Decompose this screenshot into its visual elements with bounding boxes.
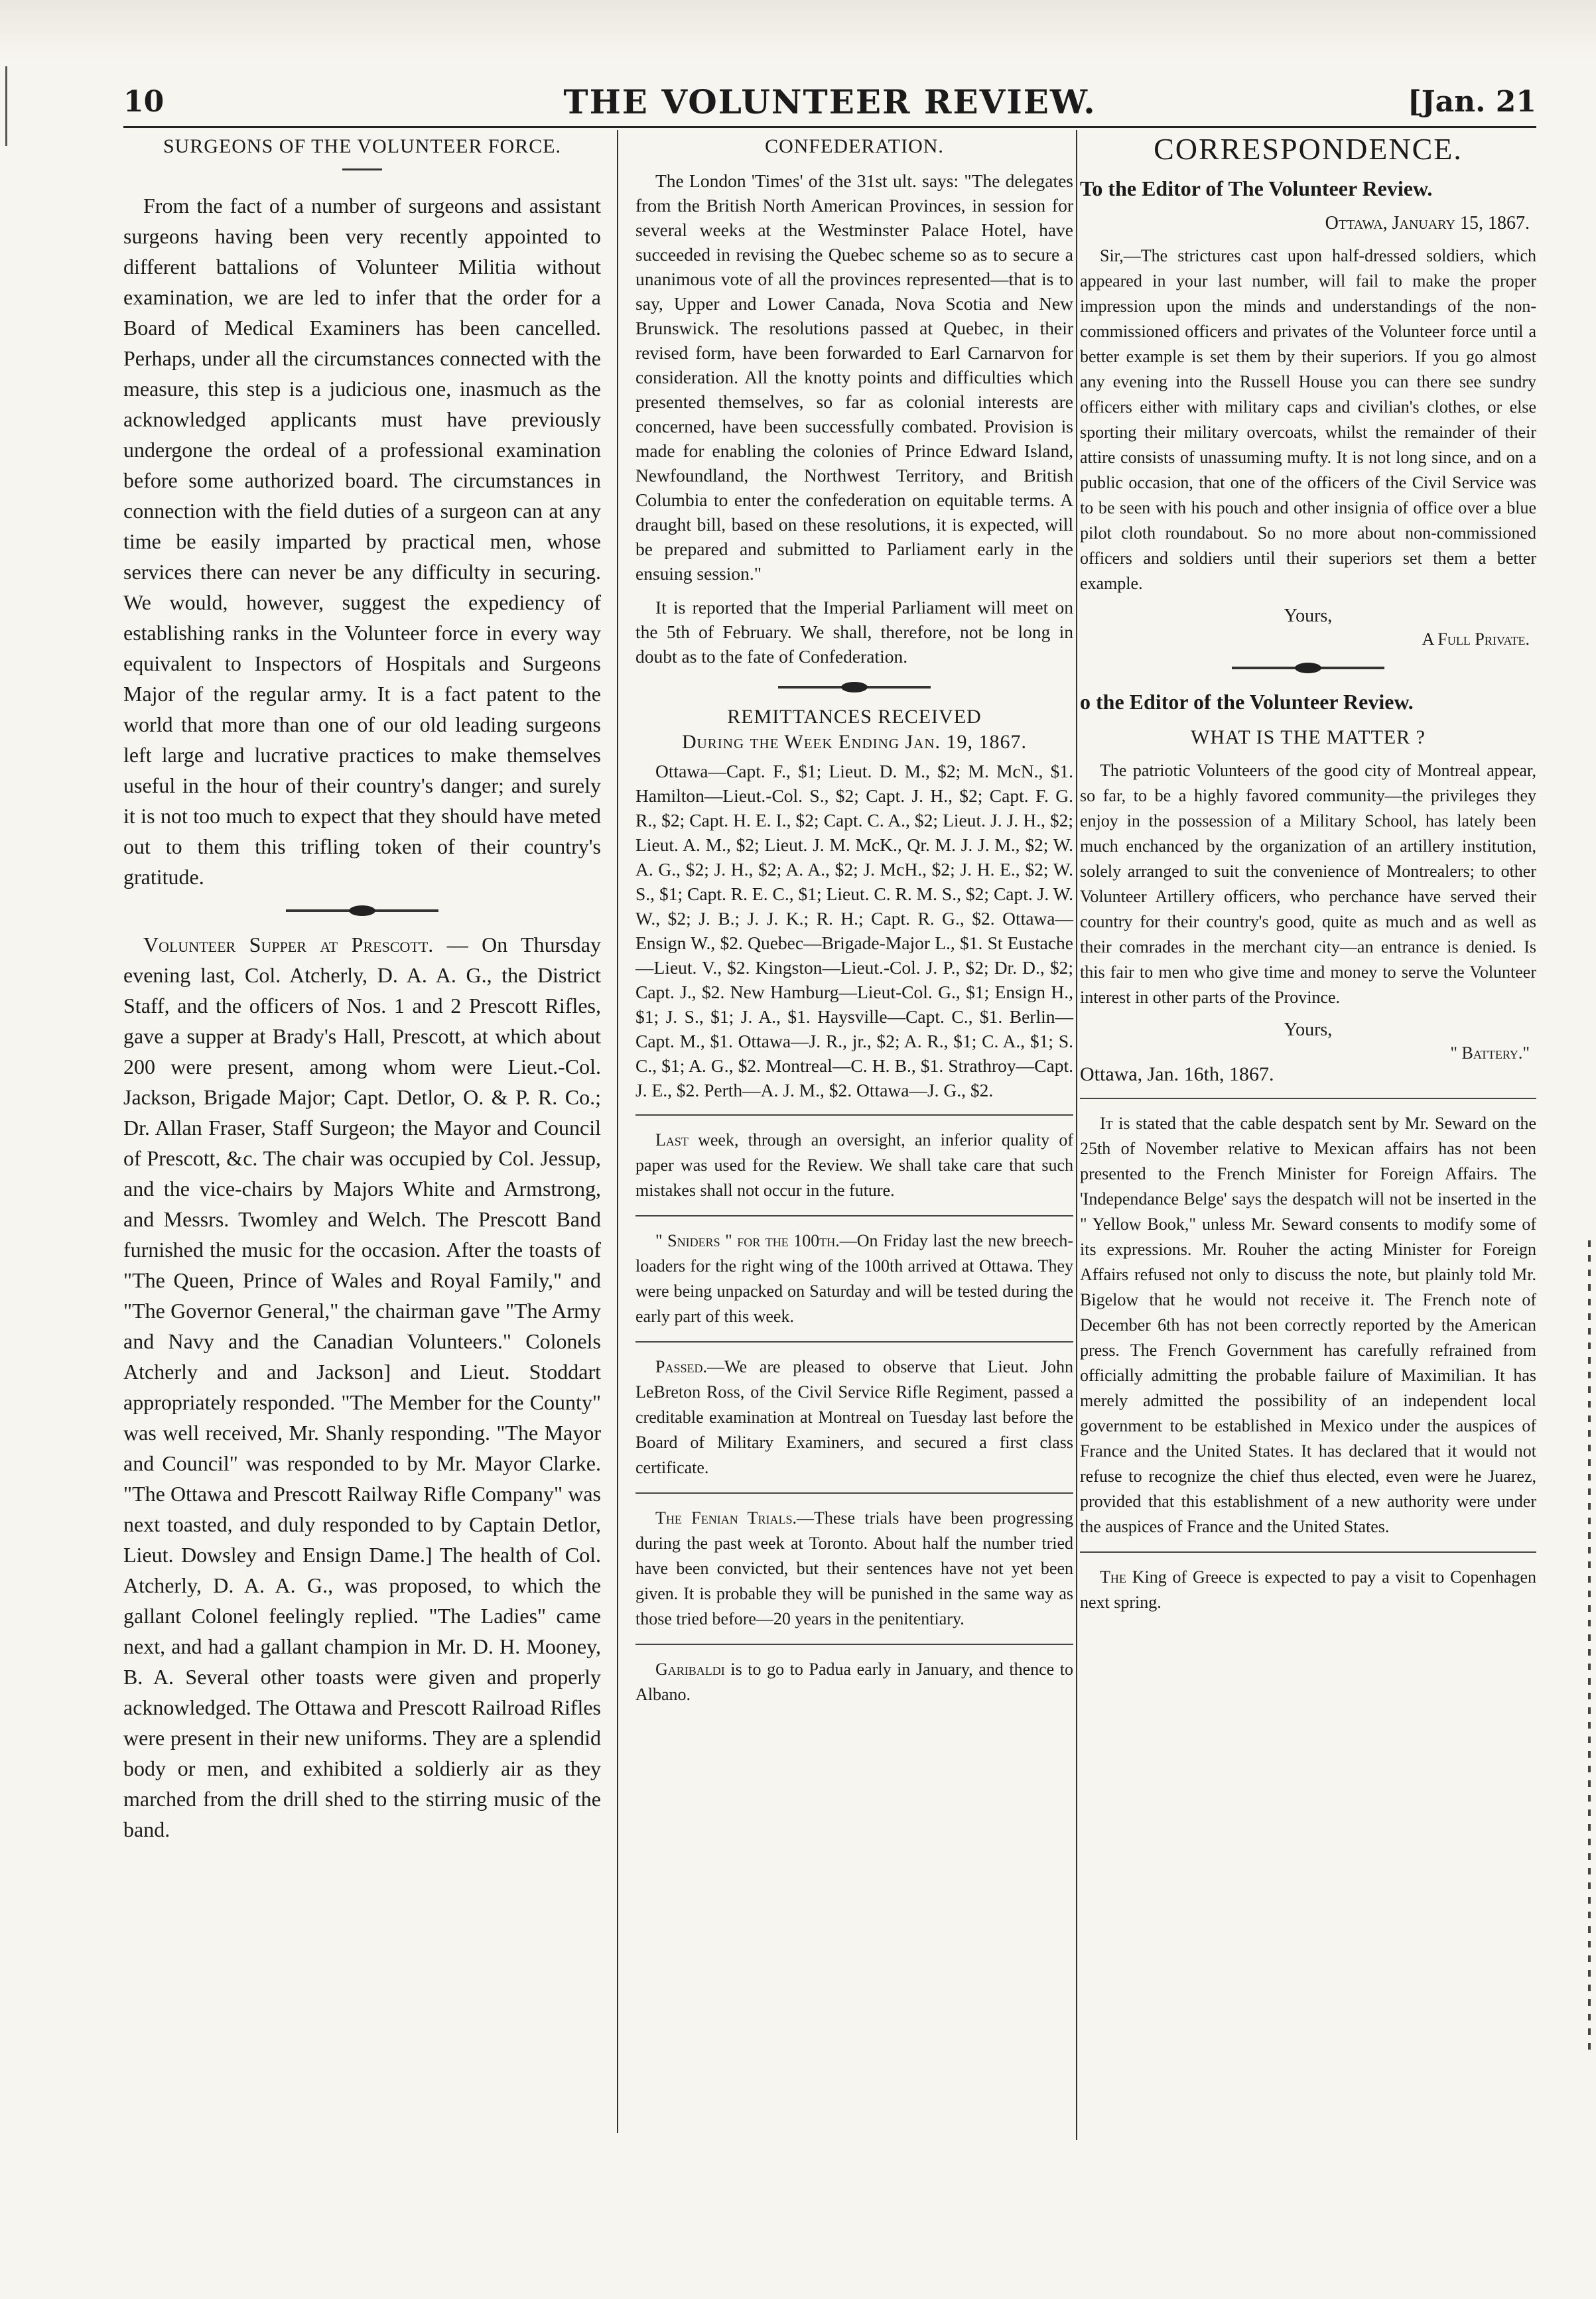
fenian-body: —These trials have been progressing during the past week at Toronto. About half the number tried have been convicted, but their sentences have not yet been given. It is probable they will be punished in the same way as those tried before—20 years in the penitentiary. xyxy=(635,1508,1073,1628)
scan-mark-right xyxy=(1588,1240,1591,2050)
letter2-address: o the Editor of the Volunteer Review. xyxy=(1080,690,1414,714)
greece-body: King of Greece is expected to pay a visit to Copenhagen next spring. xyxy=(1080,1567,1536,1612)
confederation-article-2: It is reported that the Imperial Parliament will meet on the 5th of February. We shall, therefore, not be long in doubt as to the fate of Confederation. xyxy=(635,597,1073,667)
sniders-body: —On Friday last the new breech-loaders for the right wing of the 100th arrived at Ottawa. They were being unpacked on Saturday and will be tested during the early part of this week. xyxy=(635,1231,1073,1326)
masthead-rule xyxy=(123,126,1536,128)
paper-body: week, through an oversight, an inferior quality of paper was used for the Review. We shall take care that such mistakes shall not occur in the future. xyxy=(635,1130,1073,1200)
supper-article xyxy=(123,929,601,1845)
letter1-yours: Yours, xyxy=(1284,606,1333,626)
issue-date: [Jan. 21 xyxy=(1407,85,1536,119)
letter2-yours: Yours, xyxy=(1284,1019,1333,1040)
despatch-article xyxy=(1080,1111,1536,1540)
letter2-signature: " Battery." xyxy=(1450,1043,1530,1063)
section-rule xyxy=(635,1492,1073,1494)
section-rule xyxy=(635,1114,1073,1116)
letter2-heading: WHAT IS THE MATTER ? xyxy=(1191,726,1426,748)
fenian-lead: The Fenian Trials. xyxy=(655,1508,797,1528)
section-rule xyxy=(635,1644,1073,1645)
remittances-list: Ottawa—Capt. F., $1; Lieut. D. M., $2; M. McN., $1. Hamilton—Lieut.-Col. S., $2; Capt. J. H., $2; Capt. F. G. R., $2; Capt. H. E. I., $2; Capt. C. A., $2; Lieut. J. J. H., $2; Lieut. A. M., $2; Lieut. J. M. McK., Qr. M. J. J. M., $2; W. A. G., $2; J. H., $2; A. A., $2; J. McH., $2; J. H. E., $2; W. S., $1; Capt. R. E. C., $1; Lieut. C. R. M. S., $2; Capt. J. W. W., $2; J. B.; J. J. K.; R. H.; Capt. R. G., $2. Ottawa—Ensign W., $2. Quebec—Brigade-Major L., $1. St Eustache—Lieut. V., $2. Kingston—Lieut.-Col. J. P., $2; Dr. D., $2; Capt. J., $2. New Hamburg—Lieut-Col. G., $1; Ensign H., $1; J. S., $1; J. A., $1. Haysville—Capt. C., $1. Berlin—Capt. M., $1. Ottawa—J. R., jr., $2; A. R., $1; C. A., $1; S. C., $1; A. G., $2. Montreal—C. H. B., $1. Strathroy—Capt. J. E., $2. Perth—A. J. M., $2. Ottawa—J. G., $2. xyxy=(635,761,1073,1100)
section-rule xyxy=(1080,1098,1536,1099)
remittances-subheading: During the Week Ending Jan. 19, 1867. xyxy=(681,731,1028,753)
correspondence-heading: CORRESPONDENCE. xyxy=(1154,132,1463,166)
letter2-place: Ottawa, Jan. 16th, 1867. xyxy=(1080,1063,1274,1085)
despatch-lead: It xyxy=(1100,1114,1113,1133)
column-divider-1 xyxy=(617,130,618,2133)
letter1-body: Sir,—The strictures cast upon half-dressed soldiers, which appeared in your last number, will fail to make the proper impression upon the minds and understandings of the non-commissioned officers and privates of the Volunteer force until a better example is set them by their superiors. If you go almost any evening into the Russell House you can there see sundry officers either with military caps and civilian's clothes, or else sporting their military overcoats, whilst the remainder of their attire consists of unassuming mufty. It is not long since, and on a public occasion, that one of the officers of the Civil Service was to be seen with his pouch and other insignia of office over a blue pilot cloth roundabout. So no more about non-commissioned officers and soldiers until their superiors set them a better example. xyxy=(1080,246,1536,593)
greece-lead: The xyxy=(1100,1567,1126,1587)
column-3 xyxy=(1080,130,1536,1624)
column-2 xyxy=(635,130,1073,1717)
paper-notice xyxy=(635,1128,1073,1203)
sniders-notice xyxy=(635,1228,1073,1329)
masthead xyxy=(123,80,1536,126)
surgeons-article: From the fact of a number of surgeons and assistant surgeons having been very recently appointed to different battalions of Volunteer Militia without examination, we are led to infer that the order for a Board of Medical Examiners has been cancelled. Perhaps, under all the circumstances connected with the measure, this step is a judicious one, inasmuch as the acknowledged applicants must have previously undergone the ordeal of a professional examination before some authorized board. The circumstances in connection with the field duties of a surgeon can at any time be easily imparted by practical men, whose services there can never be any difficulty in securing. We would, however, suggest the expediency of establishing ranks in the Volunteer force in every way equivalent to Inspectors of Hospitals and Surgeons Major of the regular army. It is a fact patent to the world that more than one of our old leading surgeons left large and lucrative practices to make themselves useful in the hour of their country's danger; and surely it is not too much to expect that they should have meted out to them this trifling token of their country's gratitude. xyxy=(123,194,601,889)
supper-body: On Thursday evening last, Col. Atcherly, D. A. A. G., the District Staff, and the officers of Nos. 1 and 2 Prescott Rifles, gave a supper at Brady's Hall, Prescott, at which about 200 were present, among whom were Lieut.-Col. Jackson, Brigade Major; Capt. Detlor, O. & P. R. Co.; Dr. Allan Fraser, Staff Surgeon; the Mayor and Council of Prescott, &c. The chair was occupied by Col. Jessup, and the vice-chairs by Majors White and Armstrong, and Messrs. Twomley and Welch. The Prescott Band furnished the music for the occasion. After the toasts of "The Queen, Prince of Wales and Royal Family," and "The Governor General," the chairman gave "The Army and Navy and the Canadian Volunteers." Colonels Atcherly and and Jackson] and Lieut. Stoddart appropriately responded. "The Member for the County" was well received, Mr. Shanly responding. "The Mayor and Council" was responded to by Mr. Mayor Clarke. "The Ottawa and Prescott Railway Rifle Company" was next toasted, and duly responded to by Captain Detlor, Lieut. Dowsley and Ensign Dame.] The health of Col. Atcherly, D. A. A. G., was proposed, to which the gallant Colonel feelingly replied. "The Ladies" came next, and had a gallant champion in Mr. D. H. Mooney, B. A. Several other toasts were given and properly acknowledged. The Ottawa and Prescott Railroad Rifles were present in their new uniforms. They are a splendid body or men, and exhibited a soldierly air as they marched from the drill shed to the stirring music of the band. xyxy=(123,933,601,1841)
section-ornament xyxy=(1232,667,1384,669)
section-ornament xyxy=(286,909,438,912)
section-ornament xyxy=(778,686,931,689)
section-rule xyxy=(635,1341,1073,1343)
despatch-body: is stated that the cable despatch sent by Mr. Seward on the 25th of November relative to Mexican affairs has not been presented to the French Minister for Foreign Affairs. The 'Independance Belge' says the despatch will not be inserted in the " Yellow Book," unless Mr. Seward consents to modify some of its expressions. Mr. Rouher the acting Minister for Foreign Affairs refused not only to discuss the note, but plainly told Mr. Bigelow that he would not receive it. The French note of December 6th has not been correctly reported by the American press. The French Government has carefully refrained from officially admitting the probable failure of Maximilian. It has merely admitted the possibility of an independent local government to be established in Mexico under the auspices of France and the United States. It has declared that it would not refuse to recognize the chief thus elected, even were he Juarez, provided that this establishment of a new authority were under the auspices of France and the United States. xyxy=(1080,1114,1536,1536)
paper-lead: Last xyxy=(655,1130,689,1150)
column-divider-2 xyxy=(1076,130,1077,2140)
scan-mark-left xyxy=(5,66,7,146)
section-rule xyxy=(1080,1551,1536,1553)
remittances-heading: REMITTANCES RECEIVED xyxy=(727,706,982,728)
publication-title: THE VOLUNTEER REVIEW. xyxy=(563,82,1097,121)
garibaldi-body: is to go to Padua early in January, and thence to Albano. xyxy=(635,1660,1073,1704)
page-number: 10 xyxy=(123,85,165,119)
column-1 xyxy=(123,130,601,1854)
garibaldi-notice xyxy=(635,1657,1073,1707)
passed-notice xyxy=(635,1354,1073,1480)
surgeons-heading: SURGEONS OF THE VOLUNTEER FORCE. xyxy=(163,135,562,157)
letter1-address: To the Editor of The Volunteer Review. xyxy=(1080,176,1433,200)
passed-lead: Passed. xyxy=(655,1357,707,1376)
sniders-lead: " Sniders " for the 100th. xyxy=(655,1231,840,1250)
greece-notice xyxy=(1080,1565,1536,1615)
letter1-signature: A Full Private. xyxy=(1422,629,1530,649)
section-rule xyxy=(635,1215,1073,1216)
confederation-heading: CONFEDERATION. xyxy=(765,135,944,157)
passed-body: —We are pleased to observe that Lieut. John LeBreton Ross, of the Civil Service Rifle Regiment, passed a creditable examination at Montreal on Tuesday last before the Board of Military Examiners, and secured a first class certificate. xyxy=(635,1357,1073,1477)
letter1-dateline: Ottawa, January 15, 1867. xyxy=(1325,213,1530,233)
supper-lead: Volunteer Supper at Prescott. — xyxy=(143,933,468,956)
heading-rule xyxy=(342,168,382,170)
fenian-notice xyxy=(635,1506,1073,1632)
letter2-body: The patriotic Volunteers of the good city of Montreal appear, so far, to be a highly favored community—the privileges they enjoy in the possession of a Military School, has lately been much enchanced by the organization of an artillery institution, solely arranged to suit the convenience of Montrealers; to other Volunteer Artillery officers, who perchance have served their country for their country's good, quite as much and as well as their comrades in the merchant city—an entrance is denied. Is this fair to men who give time and money to serve the Volunteer interest in other parts of the Province. xyxy=(1080,761,1536,1007)
confederation-article: The London 'Times' of the 31st ult. says: "The delegates from the British North American Provinces, in session for several weeks at the Westminster Palace Hotel, have succeeded in revising the Quebec scheme so as to secure a unanimous vote of all the provinces represented—that is to say, Upper and Lower Canada, Nova Scotia and New Brunswick. The resolutions passed at Quebec, in their revised form, have been forwarded to Earl Carnarvon for consideration. All the knotty points and difficulties which presented themselves, so far as colonial interests are concerned, have been successfully combated. Provision is made for enabling the colonies of Prince Edward Island, Newfoundland, the Northwest Territory, and British Columbia to enter the confederation on equitable terms. A draught bill, based on these resolutions, it is expected, will be prepared and submitted to Parliament early in the ensuing session." xyxy=(635,170,1073,584)
garibaldi-lead: Garibaldi xyxy=(655,1660,725,1679)
scan-edge xyxy=(0,0,1596,60)
